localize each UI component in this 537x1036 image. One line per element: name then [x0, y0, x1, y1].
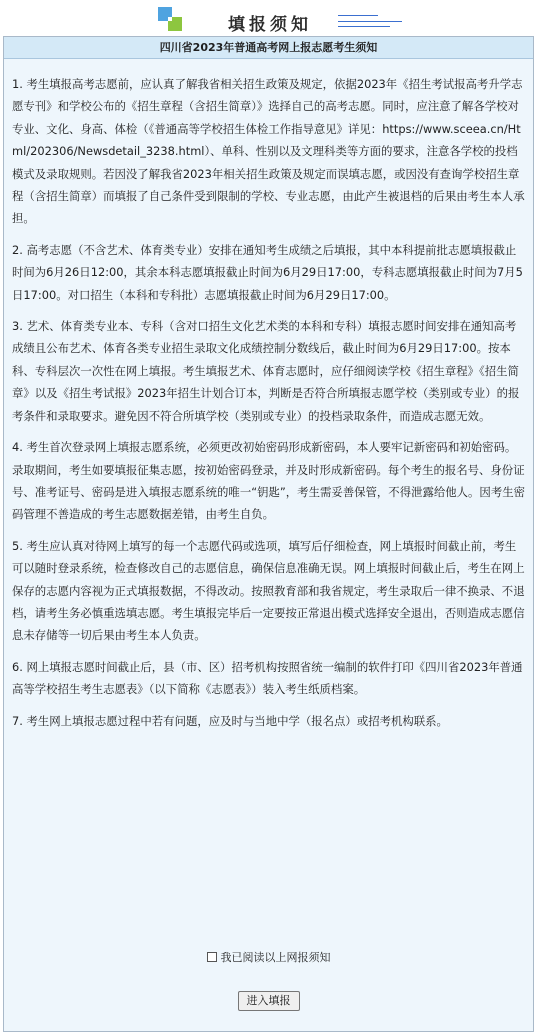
notice-paragraph-7: 7. 考生网上填报志愿过程中若有问题，应及时与当地中学（报名点）或招考机构联系。	[12, 713, 448, 728]
enter-fill-button[interactable]: 进入填报	[238, 991, 300, 1011]
decorative-lines	[338, 15, 402, 27]
notice-panel	[3, 36, 534, 1032]
notice-paragraph-2: 2. 高考志愿（不含艺术、体育类专业）安排在通知考生成绩之后填报，其中本科提前批志愿填报截止时间为6月26日12:00，其余本科志愿填报截止时间为6月29日17:00，专科志愿填报截止时间为7月5日17:00。对口招生（本科和专科批）志愿填报截止时间为6月29日17:00。	[12, 242, 523, 302]
notice-paragraph-3: 3. 艺术、体育类专业本、专科（含对口招生文化艺术类的本科和专科）填报志愿时间安排在通知高考成绩且公布艺术、体育各类专业招生录取文化成绩控制分数线后，截止时间为6月29日17:00。按本科、专科层次一次性在网上填报。考生填报艺术、体育志愿时，应仔细阅读学校《招生章程》《招生简章》以及《招生考试报》2023年招生计划合订本，判断是否符合所填报志愿学校（类别或专业）的报考条件和录取要求。避免因不符合所填学校（类别或专业）的投档录取条件，而造成志愿无效。	[12, 319, 520, 423]
notice-subtitle: 四川省2023年普通高考网上报志愿考生须知	[4, 37, 533, 59]
notice-paragraph-5: 5. 考生应认真对待网上填写的每一个志愿代码或选项，填写后仔细检查，网上填报时间截止前，考生可以随时登录系统，检查修改自己的志愿信息，确保信息准确无误。网上填报时间截止后，考生在网上保存的志愿内容视为正式填报数据，不得改动。按照教育部和我省规定，考生录取后一律不换录、不退档，请考生务必慎重选填志愿。考生填报完毕后一定要按正常退出模式选择安全退出，否则造成志愿信息未存储等一切后果由考生本人负责。	[12, 538, 525, 643]
agree-label[interactable]: 我已阅读以上网报须知	[220, 951, 331, 964]
notice-paragraph-1: 1. 考生填报高考志愿前，应认真了解我省相关招生政策及规定，依据2023年《招生考试报高考升学志愿专刊》和学校公布的《招生章程（含招生简章）》选择自己的高考志愿。同时，应注意了解各学校对专业、文化、身高、体检（《普通高等学校招生体检工作指导意见》详见：https://www.sceea.cn/Html/202306/Newsdetail_3238.html）、单科、性别以及文理科类等方面的要求，注意各学校的投档模式及录取规则。若因没了解我省2023年相关招生政策及规定而误填志愿，或因没有查询学校招生章程（含招生简章）而填报了自己条件受到限制的学校、专业志愿，由此产生被退档的后果由考生本人承担。	[12, 77, 525, 226]
page-title: 填报须知	[228, 15, 312, 35]
notice-paragraph-6: 6. 网上填报志愿时间截止后，县（市、区）招考机构按照省统一编制的软件打印《四川省2023年普通高等学校招生考生志愿表》（以下简称《志愿表》）装入考生纸质档案。	[12, 659, 523, 697]
notice-content	[4, 59, 533, 732]
notice-paragraph-4: 4. 考生首次登录网上填报志愿系统，必须更改初始密码形成新密码，本人要牢记新密码和初始密码。录取期间，考生如要填报征集志愿，按初始密码登录，并及时形成新密码。每个考生的报名号、身份证号、准考证号、密码是进入填报志愿系统的唯一“钥匙”，考生需妥善保管，不得泄露给他人。因考生密码管理不善造成的考生志愿数据差错，由考生自负。	[12, 440, 525, 522]
page-header	[0, 0, 537, 34]
colored-squares-logo-icon	[158, 7, 182, 31]
agree-row	[4, 949, 533, 965]
agree-checkbox[interactable]	[207, 952, 217, 962]
submit-row	[4, 989, 533, 1011]
